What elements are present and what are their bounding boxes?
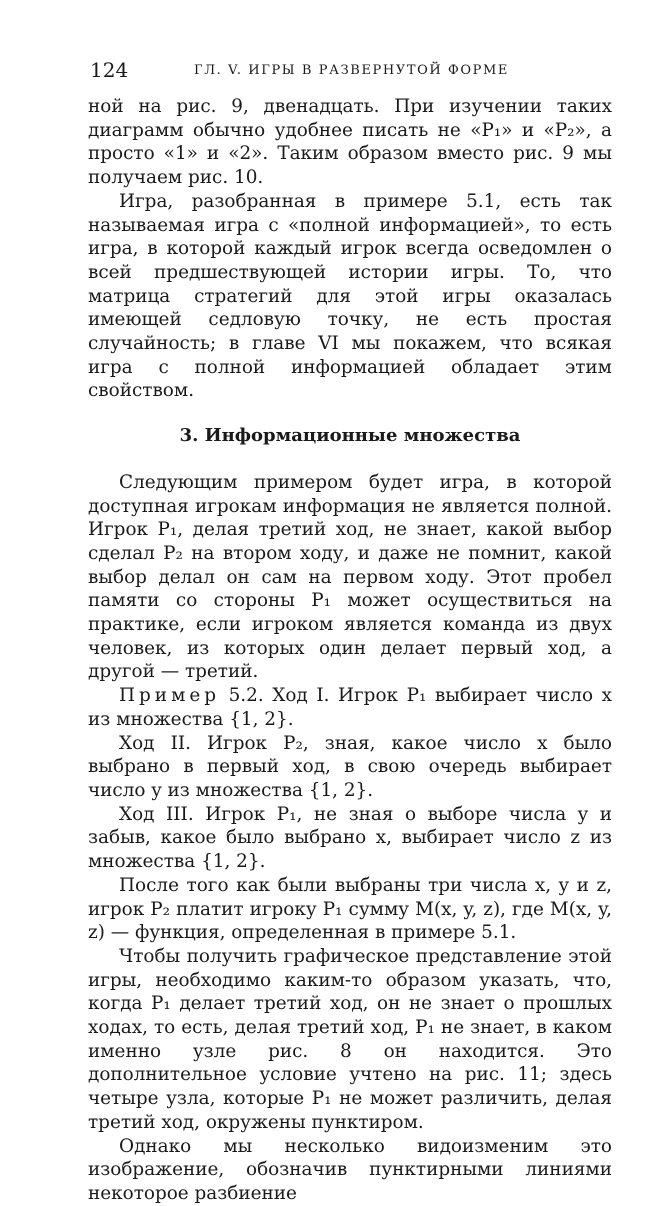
example-payoff: После того как были выбраны три числа x, y и z, игрок P₂ платит игроку P₁ сумму M(x, y, z), где M(x, y, z) — функция, определенная в примере 5.1.: [88, 874, 612, 944]
example-move-2: Ход II. Игрок P₂, зная, какое число x было выбрано в первый ход, в свою очередь выбирает число y из множества {1, 2}.: [88, 732, 612, 801]
section-title: 3. Информационные множества: [179, 425, 521, 447]
example-move-1-text: 5.2. Ход I. Игрок P₁ выбирает число x из множества {1, 2}.: [88, 685, 612, 730]
running-title: ГЛ. V. ИГРЫ В РАЗВЕРНУТОЙ ФОРМЕ: [194, 63, 510, 78]
page-header: [90, 58, 612, 86]
body-text: [88, 95, 612, 1206]
page-number: 124: [90, 58, 129, 82]
example-label: Пример: [119, 685, 221, 707]
example-move-1: [88, 684, 612, 731]
paragraph: Чтобы получить графическое представление этой игры, необходимо каким-то образом указать, что, когда P₁ делает третий ход, он не знает о прошлых ходах, то есть, делая третий ход, P₁ не знает, в каком именно узле рис. 8 он находится. Это дополнительное условие учтено на рис. 11; здесь четыре узла, которые P₁ не может различить, делая третий ход, окружены пунктиром.: [88, 945, 612, 1133]
example-move-3: Ход III. Игрок P₁, не зная о выборе числа y и забыв, какое было выбрано x, выбирает число z из множества {1, 2}.: [88, 803, 612, 873]
paragraph: Игра, разобранная в примере 5.1, есть так называемая игра с «полной информацией», то есть игра, в которой каждый игрок всегда осведомлен о всей предшествующей истории игры. То, что матрица стратегий для этой игры оказалась имеющей седловую точку, не есть простая случайность; в главе VI мы покажем, что всякая игра с полной информацией обладает этим свойством.: [88, 190, 612, 402]
paragraph: Однако мы несколько видоизменим это изображение, обозначив пунктирными линиями некоторое разбиение: [88, 1135, 612, 1204]
paragraph: ной на рис. 9, двенадцать. При изучении таких диаграмм обычно удобнее писать не «P₁» и «P₂», а просто «1» и «2». Таким образом вместо рис. 9 мы получаем рис. 10.: [88, 96, 612, 189]
paragraph: Следующим примером будет игра, в которой доступная игрокам информация не является полной. Игрок P₁, делая третий ход, не знает, какой выбор сделал P₂ на втором ходу, и даже не помнит, какой выбор делал он сам на первом ходу. Этот пробел памяти со стороны P₁ может осуществиться на практике, если игроком является команда из двух человек, из которых один делает первый ход, а другой — третий.: [88, 471, 612, 683]
